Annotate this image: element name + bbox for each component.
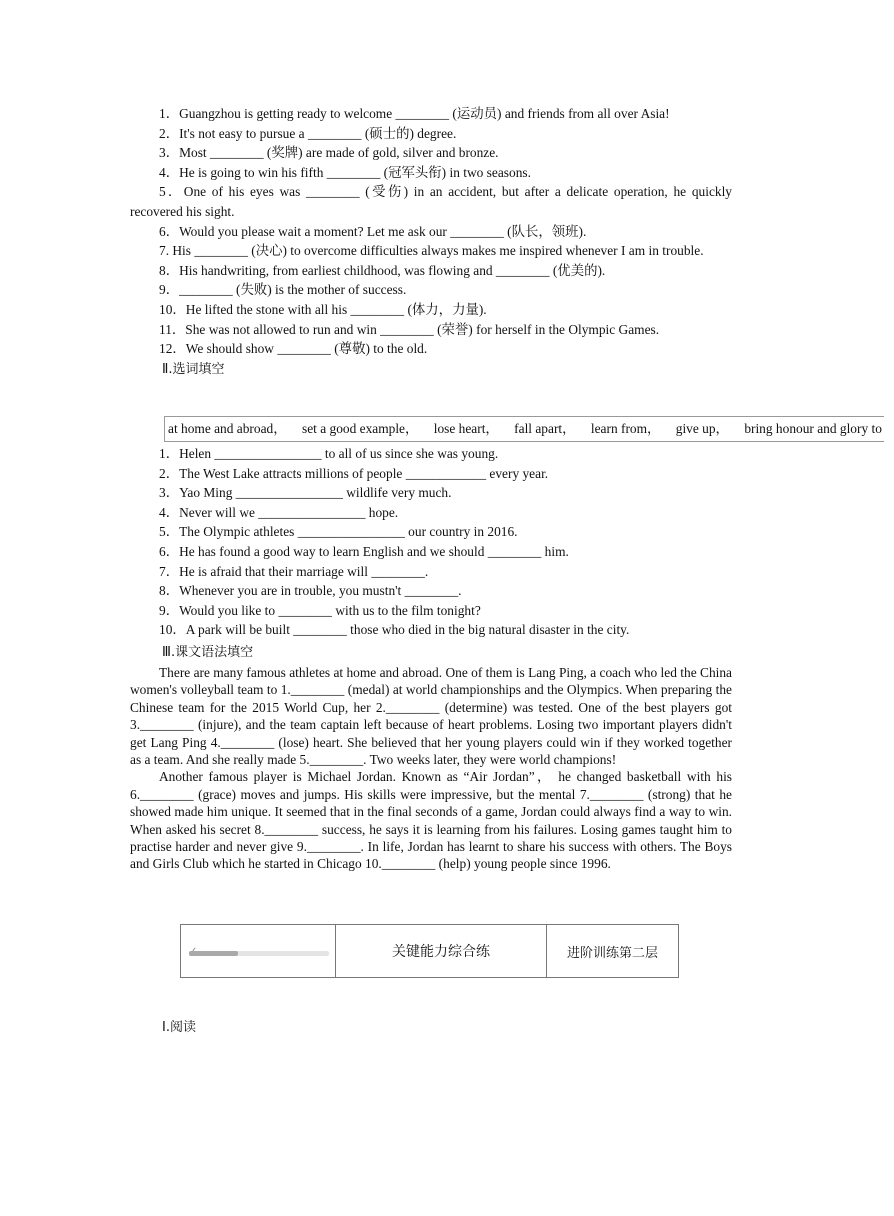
- banner-center-label: 关键能力综合练: [336, 925, 547, 977]
- section-1-vocabulary: [130, 104, 732, 380]
- reading-heading: Ⅰ.阅读: [162, 1020, 196, 1035]
- vocab-item-9: 9．________ (失败) is the mother of success.: [159, 282, 407, 298]
- phrase-item-4: 4．Never will we ________________ hope.: [159, 504, 399, 520]
- progress-bar-fill: [189, 951, 238, 956]
- phrase-item-8: 8．Whenever you are in trouble, you mustn't ________.: [159, 583, 462, 599]
- section-3-heading: Ⅲ.课文语法填空: [162, 645, 254, 660]
- vocab-item-4: 4．He is going to win his fifth ________ (冠军头衔) in two seasons.: [159, 164, 531, 180]
- vocab-item-2: 2．It's not easy to pursue a ________ (硕士的) degree.: [159, 125, 457, 141]
- section-3-grammar: [130, 642, 732, 873]
- phrase-item-9: 9．Would you like to ________ with us to the film tonight?: [159, 602, 481, 618]
- word-bank-option: set a good example，: [301, 421, 419, 436]
- word-bank-option: at home and abroad，: [168, 421, 287, 436]
- phrase-item-10: 10．A park will be built ________ those who died in the big natural disaster in the city.: [159, 622, 630, 638]
- word-bank-box: [164, 416, 884, 442]
- vocab-item-1: 1．Guangzhou is getting ready to welcome ________ (运动员) and friends from all over Asia!: [159, 106, 670, 121]
- phrase-item-3: 3．Yao Ming ________________ wildlife very much.: [159, 485, 452, 501]
- word-bank-option: fall apart，: [514, 421, 576, 436]
- vocab-item-12: 12．We should show ________ (尊敬) to the old.: [159, 341, 428, 357]
- banner-right-label: 进阶训练第二层: [566, 945, 658, 961]
- grammar-paragraph-2: Another famous player is Michael Jordan. Known as “Air Jordan”， he changed basketball with his 6.________ (grace) moves and jumps. His skills were impressive, but the mental 7.________ (strong) that he showed made him unique. It seemed that in the final seconds of a game, Jordan could always find a way to win. When asked his secret 8.________ success, he says it is learning from his failures. Losing games taught him to practise harder and never give 9.________. In life, Jordan has learnt to share his success with others. The Boys and Girls Club which he started in Chicago 10.________ (help) young people since 1996.: [130, 769, 732, 872]
- vocab-item-10: 10．He lifted the stone with all his ________ (体力，力量).: [159, 301, 487, 317]
- phrase-item-7: 7．He is afraid that their marriage will ________.: [159, 563, 429, 579]
- vocab-item-5: 5．One of his eyes was ________ (受伤) in an accident, but after a delicate operation, he quickly recovered his sight.: [130, 184, 732, 219]
- training-banner: [180, 924, 679, 978]
- word-bank-option: give up，: [675, 421, 729, 436]
- phrase-item-5: 5．The Olympic athletes ________________ our country in 2016.: [159, 524, 518, 540]
- progress-cell: [181, 925, 336, 977]
- vocab-item-3: 3．Most ________ (奖牌) are made of gold, silver and bronze.: [159, 145, 499, 161]
- vocab-item-6: 6．Would you please wait a moment? Let me ask our ________ (队长，领班).: [159, 223, 587, 239]
- phrase-item-1: 1．Helen ________________ to all of us since she was young.: [159, 446, 499, 461]
- vocab-item-11: 11．She was not allowed to run and win ________ (荣誉) for herself in the Olympic Games.: [159, 321, 660, 337]
- section-2-phrases: [130, 444, 732, 640]
- grammar-paragraph-1: There are many famous athletes at home and abroad. One of them is Lang Ping, a coach who led the China women's volleyball team to 1.________ (medal) at world championships and the Olympics. When preparing the Chinese team for the 2015 World Cup, her 2.________ (determine) was tested. One of the best players got 3.________ (injure), and the team captain left because of heart problems. Losing two important players didn't get Lang Ping 4.________ (lose) heart. She believed that her young players could win if they worked together as a team. And she really made 5.________. Two weeks later, they were world champions!: [130, 665, 732, 768]
- vocab-item-8: 8．His handwriting, from earliest childhood, was flowing and ________ (优美的).: [159, 262, 606, 278]
- vocab-item-7: 7. His ________ (决心) to overcome difficulties always makes me inspired whenever I am in trouble.: [159, 243, 704, 259]
- section-2-heading: Ⅱ.选词填空: [162, 361, 225, 377]
- progress-bar: [189, 951, 329, 956]
- phrase-item-2: 2．The West Lake attracts millions of people ____________ every year.: [159, 465, 549, 481]
- word-bank-option: lose heart，: [433, 421, 499, 436]
- word-bank-option: bring honour and glory to: [744, 421, 882, 436]
- phrase-item-6: 6．He has found a good way to learn English and we should ________ him.: [159, 543, 569, 559]
- word-bank-option: learn from，: [590, 421, 661, 436]
